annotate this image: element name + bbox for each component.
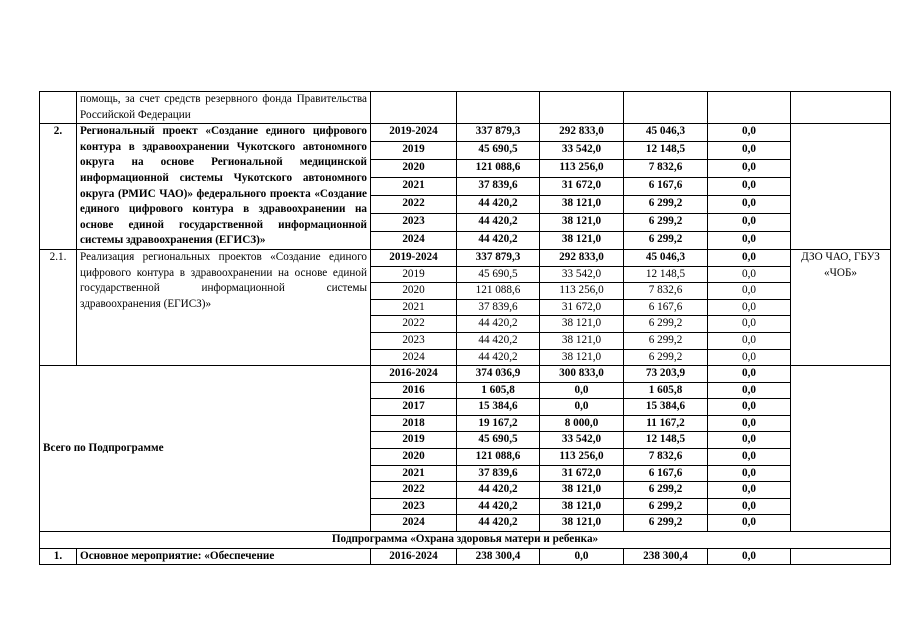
executor-cell: [791, 366, 891, 532]
federal-budget-cell: 31 672,0: [540, 465, 624, 482]
regional-budget-cell: 7 832,6: [624, 449, 708, 466]
federal-budget-cell: 38 121,0: [540, 332, 624, 349]
federal-budget-cell: 8 000,0: [540, 415, 624, 432]
activity-name-cell: Региональный проект «Создание единого цифрового контура в здравоохранении Чукотского автономного округа на основе Региональной медицинской информационной системы Чукотского автономного округа (РМИС ЧАО)» федерального проекта «Создание единого цифрового контура в здравоохранении на основе единой государственной информационной системы здравоохранения (ЕГИСЗ)»: [77, 124, 371, 250]
federal-budget-cell: 0,0: [540, 548, 624, 565]
regional-budget-cell: 15 384,6: [624, 399, 708, 416]
table-row: [40, 124, 891, 142]
total-cell: 44 420,2: [457, 231, 540, 249]
subprogram-total-label: Всего по Подпрограмме: [40, 366, 371, 532]
federal-budget-cell: 31 672,0: [540, 178, 624, 196]
total-cell: 44 420,2: [457, 316, 540, 333]
year-cell: 2019-2024: [371, 124, 457, 142]
year-cell: 2023: [371, 213, 457, 231]
year-cell: 2024: [371, 349, 457, 366]
total-cell: 45 690,5: [457, 142, 540, 160]
regional-budget-cell: 7 832,6: [624, 283, 708, 300]
total-cell: 337 879,3: [457, 124, 540, 142]
budget-table: [39, 91, 891, 565]
other-sources-cell: 0,0: [708, 160, 791, 178]
regional-budget-cell: 1 605,8: [624, 382, 708, 399]
regional-budget-cell: 11 167,2: [624, 415, 708, 432]
regional-budget-cell: 6 299,2: [624, 349, 708, 366]
year-cell: 2020: [371, 449, 457, 466]
other-sources-cell: 0,0: [708, 415, 791, 432]
other-sources-cell: 0,0: [708, 249, 791, 266]
year-cell: 2022: [371, 316, 457, 333]
empty-cell: [624, 92, 708, 124]
federal-budget-cell: 292 833,0: [540, 124, 624, 142]
activity-name-cell: Реализация региональных проектов «Создание единого цифрового контура в здравоохранении на основе единой государственной информационной системы здравоохранения (ЕГИСЗ)»: [77, 249, 371, 365]
regional-budget-cell: 6 299,2: [624, 231, 708, 249]
empty-cell: [371, 92, 457, 124]
regional-budget-cell: 12 148,5: [624, 432, 708, 449]
total-cell: 19 167,2: [457, 415, 540, 432]
federal-budget-cell: 0,0: [540, 399, 624, 416]
year-cell: 2023: [371, 332, 457, 349]
year-cell: 2016-2024: [371, 366, 457, 383]
total-cell: 121 088,6: [457, 449, 540, 466]
total-cell: 44 420,2: [457, 213, 540, 231]
other-sources-cell: 0,0: [708, 515, 791, 532]
other-sources-cell: 0,0: [708, 196, 791, 214]
total-cell: 44 420,2: [457, 196, 540, 214]
executor-cell: [791, 124, 891, 250]
total-cell: 374 036,9: [457, 366, 540, 383]
table-row: [40, 249, 891, 266]
year-cell: 2021: [371, 178, 457, 196]
total-cell: 44 420,2: [457, 515, 540, 532]
empty-cell: [791, 92, 891, 124]
other-sources-cell: 0,0: [708, 178, 791, 196]
other-sources-cell: 0,0: [708, 482, 791, 499]
regional-budget-cell: 45 046,3: [624, 124, 708, 142]
year-cell: 2017: [371, 399, 457, 416]
total-cell: 37 839,6: [457, 465, 540, 482]
federal-budget-cell: 292 833,0: [540, 249, 624, 266]
regional-budget-cell: 6 167,6: [624, 465, 708, 482]
federal-budget-cell: 38 121,0: [540, 349, 624, 366]
federal-budget-cell: 38 121,0: [540, 196, 624, 214]
regional-budget-cell: 12 148,5: [624, 142, 708, 160]
year-cell: 2023: [371, 498, 457, 515]
year-cell: 2024: [371, 515, 457, 532]
other-sources-cell: 0,0: [708, 299, 791, 316]
row-number-cell: [40, 92, 77, 124]
total-cell: 121 088,6: [457, 160, 540, 178]
regional-budget-cell: 6 299,2: [624, 515, 708, 532]
other-sources-cell: 0,0: [708, 382, 791, 399]
regional-budget-cell: 6 299,2: [624, 332, 708, 349]
other-sources-cell: 0,0: [708, 465, 791, 482]
other-sources-cell: 0,0: [708, 213, 791, 231]
federal-budget-cell: 0,0: [540, 382, 624, 399]
year-cell: 2020: [371, 283, 457, 300]
other-sources-cell: 0,0: [708, 349, 791, 366]
federal-budget-cell: 38 121,0: [540, 498, 624, 515]
regional-budget-cell: 6 299,2: [624, 213, 708, 231]
year-cell: 2019: [371, 432, 457, 449]
other-sources-cell: 0,0: [708, 283, 791, 300]
year-cell: 2019-2024: [371, 249, 457, 266]
regional-budget-cell: 6 299,2: [624, 196, 708, 214]
total-cell: 37 839,6: [457, 299, 540, 316]
regional-budget-cell: 6 299,2: [624, 316, 708, 333]
other-sources-cell: 0,0: [708, 498, 791, 515]
year-cell: 2016: [371, 382, 457, 399]
total-cell: 45 690,5: [457, 432, 540, 449]
total-cell: 1 605,8: [457, 382, 540, 399]
other-sources-cell: 0,0: [708, 124, 791, 142]
federal-budget-cell: 38 121,0: [540, 316, 624, 333]
other-sources-cell: 0,0: [708, 142, 791, 160]
empty-cell: [708, 92, 791, 124]
federal-budget-cell: 113 256,0: [540, 283, 624, 300]
federal-budget-cell: 31 672,0: [540, 299, 624, 316]
other-sources-cell: 0,0: [708, 332, 791, 349]
federal-budget-cell: 300 833,0: [540, 366, 624, 383]
table-row: [40, 548, 891, 565]
other-sources-cell: 0,0: [708, 432, 791, 449]
federal-budget-cell: 33 542,0: [540, 266, 624, 283]
regional-budget-cell: 238 300,4: [624, 548, 708, 565]
regional-budget-cell: 7 832,6: [624, 160, 708, 178]
federal-budget-cell: 33 542,0: [540, 142, 624, 160]
table-body: [40, 92, 891, 565]
total-cell: 45 690,5: [457, 266, 540, 283]
total-cell: 337 879,3: [457, 249, 540, 266]
empty-cell: [457, 92, 540, 124]
total-cell: 44 420,2: [457, 482, 540, 499]
year-cell: 2020: [371, 160, 457, 178]
total-cell: 15 384,6: [457, 399, 540, 416]
other-sources-cell: 0,0: [708, 366, 791, 383]
year-cell: 2024: [371, 231, 457, 249]
total-cell: 44 420,2: [457, 349, 540, 366]
empty-cell: [540, 92, 624, 124]
activity-name-cell: помощь, за счет средств резервного фонда Правительства Российской Федерации: [77, 92, 371, 124]
year-cell: 2016-2024: [371, 548, 457, 565]
year-cell: 2022: [371, 482, 457, 499]
total-cell: 44 420,2: [457, 332, 540, 349]
federal-budget-cell: 38 121,0: [540, 515, 624, 532]
year-cell: 2021: [371, 465, 457, 482]
row-number-cell: 2.: [40, 124, 77, 250]
federal-budget-cell: 33 542,0: [540, 432, 624, 449]
year-cell: 2022: [371, 196, 457, 214]
total-cell: 238 300,4: [457, 548, 540, 565]
regional-budget-cell: 45 046,3: [624, 249, 708, 266]
other-sources-cell: 0,0: [708, 316, 791, 333]
regional-budget-cell: 6 167,6: [624, 178, 708, 196]
activity-name-cell: Основное мероприятие: «Обеспечение: [77, 548, 371, 565]
federal-budget-cell: 113 256,0: [540, 160, 624, 178]
subprogram-header: Подпрограмма «Охрана здоровья матери и ребенка»: [40, 532, 891, 549]
year-cell: 2019: [371, 266, 457, 283]
executor-cell: ДЗО ЧАО, ГБУЗ «ЧОБ»: [791, 249, 891, 365]
year-cell: 2021: [371, 299, 457, 316]
row-number-cell: 1.: [40, 548, 77, 565]
table-row: [40, 366, 891, 383]
other-sources-cell: 0,0: [708, 231, 791, 249]
table-row: [40, 92, 891, 124]
regional-budget-cell: 6 299,2: [624, 498, 708, 515]
regional-budget-cell: 73 203,9: [624, 366, 708, 383]
year-cell: 2018: [371, 415, 457, 432]
federal-budget-cell: 38 121,0: [540, 213, 624, 231]
regional-budget-cell: 6 299,2: [624, 482, 708, 499]
total-cell: 44 420,2: [457, 498, 540, 515]
regional-budget-cell: 6 167,6: [624, 299, 708, 316]
total-cell: 121 088,6: [457, 283, 540, 300]
other-sources-cell: 0,0: [708, 449, 791, 466]
row-number-cell: 2.1.: [40, 249, 77, 365]
other-sources-cell: 0,0: [708, 548, 791, 565]
regional-budget-cell: 12 148,5: [624, 266, 708, 283]
total-cell: 37 839,6: [457, 178, 540, 196]
federal-budget-cell: 38 121,0: [540, 231, 624, 249]
other-sources-cell: 0,0: [708, 399, 791, 416]
table-row: [40, 532, 891, 549]
year-cell: 2019: [371, 142, 457, 160]
executor-cell: [791, 548, 891, 565]
other-sources-cell: 0,0: [708, 266, 791, 283]
federal-budget-cell: 113 256,0: [540, 449, 624, 466]
federal-budget-cell: 38 121,0: [540, 482, 624, 499]
